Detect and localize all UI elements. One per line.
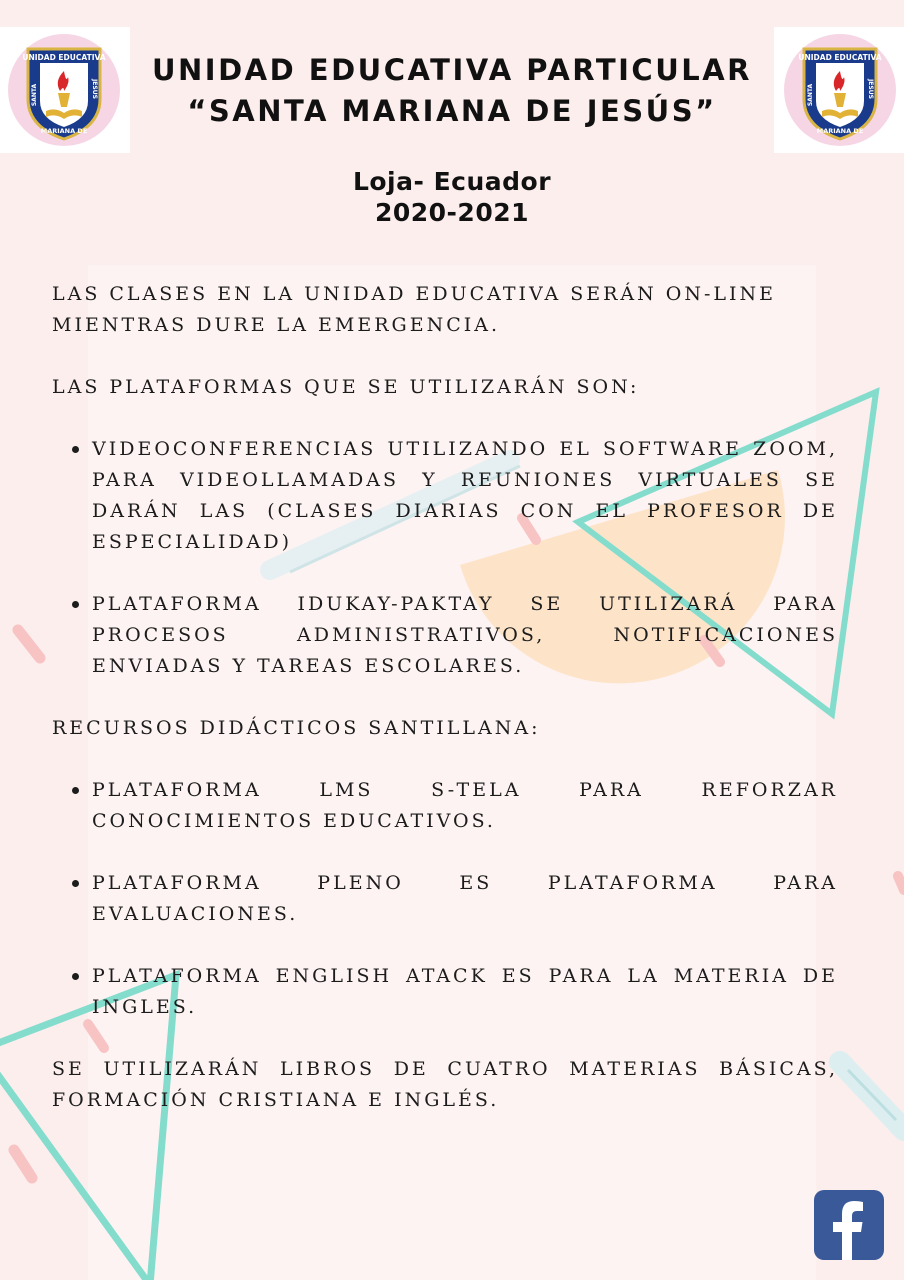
platforms-list — [52, 434, 838, 682]
intro-paragraph: LAS CLASES EN LA UNIDAD EDUCATIVA SERÁN ON-LINE MIENTRAS DURE LA EMERGENCIA. — [52, 283, 777, 336]
school-title-line2: “SANTA MARIANA DE JESÚS” — [187, 94, 717, 128]
school-crest-icon — [0, 27, 130, 153]
school-logo-right — [774, 27, 904, 153]
school-title-line1: UNIDAD EDUCATIVA PARTICULAR — [151, 53, 752, 87]
crest-left-text: SANTA — [807, 83, 814, 107]
crest-left-text: SANTA — [31, 83, 38, 107]
list-item: VIDEOCONFERENCIAS UTILIZANDO EL SOFTWARE ZOOM, PARA VIDEOLLAMADAS Y REUNIONES VIRTUALES SE DARÁN LAS (CLASES DIARIAS CON EL PROFESOR DE ESPECIALIDAD) — [52, 434, 838, 558]
crest-right-text: JESUS — [867, 79, 874, 99]
crest-top-text: UNIDAD EDUCATIVA — [22, 53, 106, 62]
location-text: Loja- Ecuador — [352, 167, 552, 196]
crest-top-text: UNIDAD EDUCATIVA — [798, 53, 882, 62]
closing-paragraph: SE UTILIZARÁN LIBROS DE CUATRO MATERIAS BÁSICAS, FORMACIÓN CRISTIANA E INGLÉS. — [52, 1058, 838, 1111]
facebook-icon — [814, 1190, 884, 1260]
crest-bottom-text: MARIANA DE — [40, 127, 88, 135]
crest-right-text: JESUS — [91, 79, 98, 99]
resources-list — [52, 775, 838, 1023]
school-year-text: 2020-2021 — [374, 198, 530, 227]
list-item: PLATAFORMA ENGLISH ATACK ES PARA LA MATERIA DE INGLES. — [52, 961, 838, 1023]
school-crest-icon — [774, 27, 904, 153]
location-year — [252, 166, 652, 228]
platforms-heading: LAS PLATAFORMAS QUE SE UTILIZARÁN SON: — [52, 376, 640, 398]
list-item: PLATAFORMA LMS S-TELA PARA REFORZAR CONOCIMIENTOS EDUCATIVOS. — [52, 775, 838, 837]
list-item: PLATAFORMA IDUKAY-PAKTAY SE UTILIZARÁ PARA PROCESOS ADMINISTRATIVOS, NOTIFICACIONES ENVIADAS Y TAREAS ESCOLARES. — [52, 589, 838, 682]
resources-heading: RECURSOS DIDÁCTICOS SANTILLANA: — [52, 717, 541, 739]
announcement-body — [52, 279, 838, 1116]
crest-bottom-text: MARIANA DE — [816, 127, 864, 135]
list-item: PLATAFORMA PLENO ES PLATAFORMA PARA EVALUACIONES. — [52, 868, 838, 930]
facebook-link[interactable] — [814, 1190, 884, 1260]
school-logo-left — [0, 27, 130, 153]
school-title — [140, 50, 764, 132]
